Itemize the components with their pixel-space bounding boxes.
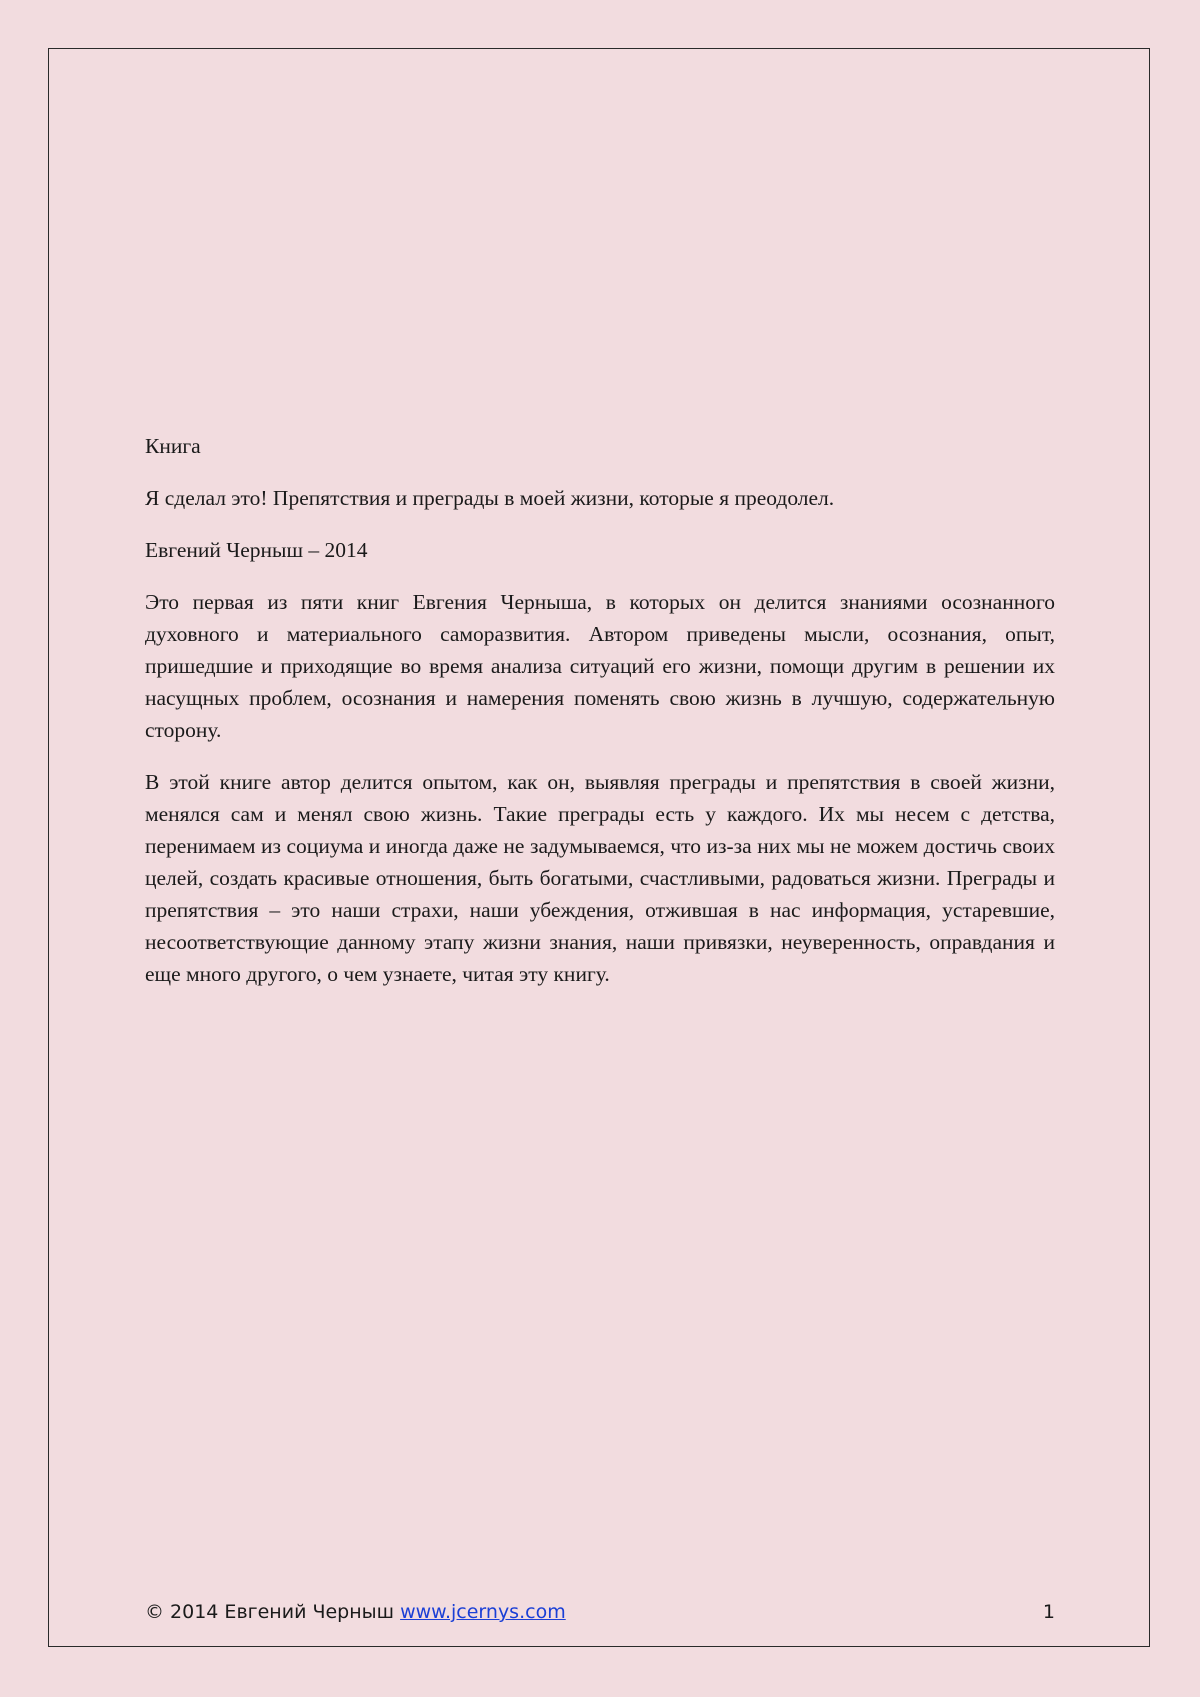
footer-copyright-block: [145, 1597, 566, 1627]
paragraph-1: Это первая из пяти книг Евгения Черныша, в которых он делится знаниями осознанного духовного и материального саморазвития. Автором приведены мысли, осознания, опыт, пришедшие и приходящие во время анализа ситуаций его жизни, помощи другим в решении их насущных проблем, осознания и намерения поменять свою жизнь в лучшую, содержательную сторону.: [145, 590, 1055, 742]
document-body: [145, 430, 1055, 1010]
book-label: Книга: [145, 434, 201, 458]
page-number: 1: [1042, 1601, 1055, 1623]
book-title: Я сделал это! Препятствия и преграды в моей жизни, которые я преодолел.: [145, 486, 835, 510]
footer-website-link[interactable]: www.jcernys.com: [400, 1601, 566, 1623]
page-footer: [145, 1597, 1055, 1627]
footer-copyright: © 2014 Евгений Черныш: [145, 1601, 401, 1623]
author-line: Евгений Черныш – 2014: [145, 538, 368, 562]
paragraph-2: В этой книге автор делится опытом, как он, выявляя преграды и препятствия в своей жизни, менялся сам и менял свою жизнь. Такие преграды есть у каждого. Их мы несем с детства, перенимаем из социума и иногда даже не задумываемся, что из-за них мы не можем достичь своих целей, создать красивые отношения, быть богатыми, счастливыми, радоваться жизни. Преграды и препятствия – это наши страхи, наши убеждения, отжившая в нас информация, устаревшие, несоответствующие данному этапу жизни знания, наши привязки, неуверенность, оправдания и еще много другого, о чем узнаете, читая эту книгу.: [145, 770, 1055, 986]
